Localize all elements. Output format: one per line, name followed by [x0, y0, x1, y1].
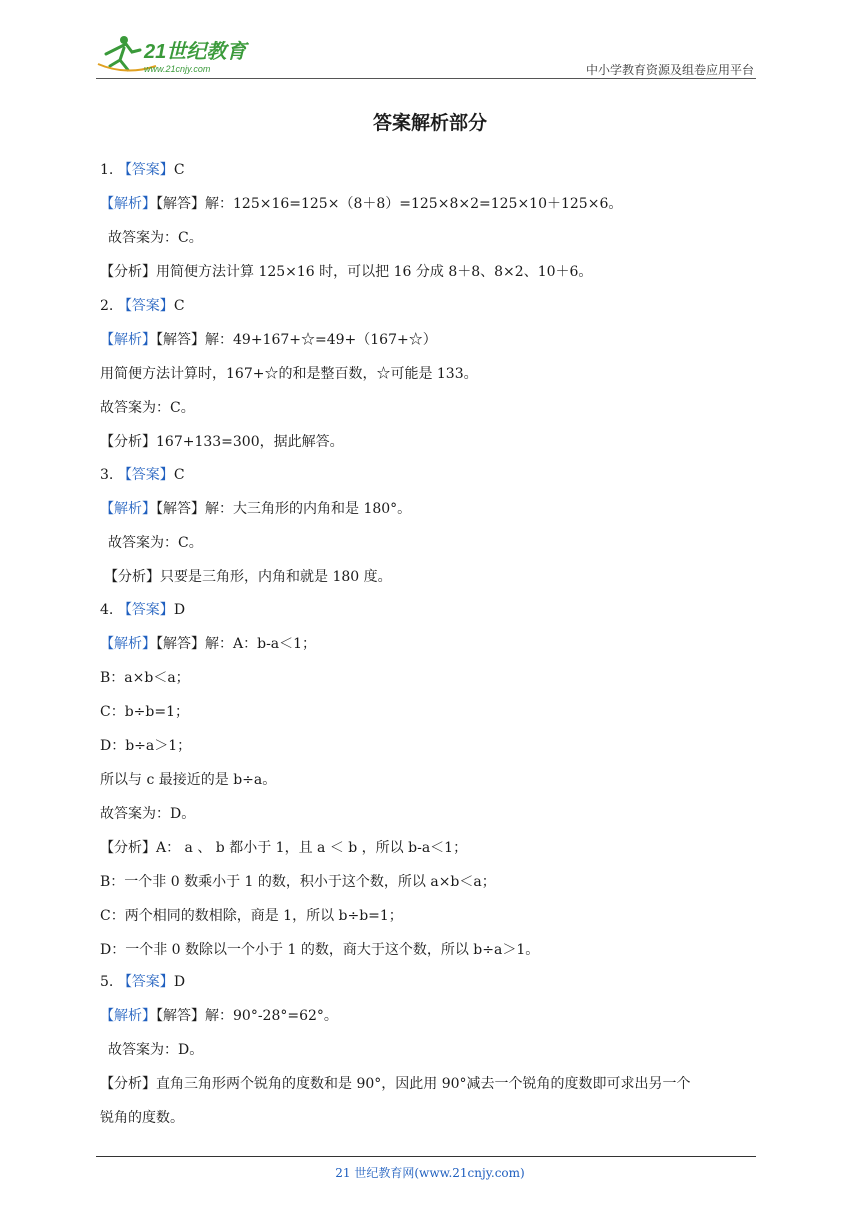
analysis-tag: 【解析】: [100, 1008, 156, 1024]
line-text: 解：90°-28°=62°。: [205, 1008, 338, 1024]
answer-value: C: [173, 298, 185, 314]
text-line: [100, 702, 189, 722]
text-line: [100, 668, 190, 688]
line-text: B：a×b＜a；: [100, 670, 190, 686]
text-line: [100, 940, 539, 960]
analysis-tag: 【解析】: [100, 332, 156, 348]
text-line: [100, 1074, 691, 1094]
site-logo: [96, 30, 256, 78]
page-title: 答案解析部分: [372, 112, 487, 134]
text-line: [100, 736, 191, 756]
footer-divider: [96, 1156, 756, 1157]
platform-name: 中小学教育资源及组卷应用平台: [585, 63, 754, 77]
question-answer-line: [100, 972, 185, 992]
answer-tag: 【答案】: [117, 162, 174, 178]
line-text: 直角三角形两个锐角的度数和是 90°，因此用 90°减去一个锐角的度数即可求出另一个: [156, 1076, 691, 1092]
answer-value: D: [173, 602, 186, 618]
reasoning-tag: 【分析】: [100, 434, 156, 450]
text-line: [108, 533, 203, 553]
question-answer-line: [100, 465, 185, 485]
line-text: A： a 、 b 都小于 1，且 a ＜ b ，所以 b-a＜1；: [156, 840, 468, 856]
answer-tag: 【答案】: [117, 602, 174, 618]
question-answer-line: [100, 296, 185, 316]
text-line: [100, 262, 592, 282]
text-line: [100, 634, 316, 654]
logo-url-text: www.21cnjy.com: [144, 64, 211, 74]
answer-tag: 【答案】: [117, 298, 174, 314]
line-text: 故答案为：C。: [100, 400, 195, 416]
question-answer-line: [100, 160, 185, 180]
line-text: 167+133=300，据此解答。: [156, 434, 344, 450]
line-text: D：b÷a＞1；: [100, 738, 192, 754]
text-line: [104, 567, 392, 587]
text-line: [100, 1108, 184, 1128]
text-line: [100, 906, 403, 926]
line-text: 故答案为：D。: [100, 806, 196, 822]
reasoning-tag: 【分析】: [104, 569, 160, 585]
line-text: C：两个相同的数相除，商是 1，所以 b÷b=1；: [100, 908, 403, 924]
line-text: 用简便方法计算时，167+☆的和是整百数，☆可能是 133。: [100, 366, 478, 382]
question-number: 4.: [100, 602, 118, 618]
line-text: 只要是三角形，内角和就是 180 度。: [160, 569, 392, 585]
logo-main-text: 21世纪教育: [144, 41, 247, 63]
text-line: [100, 398, 195, 418]
line-text: 故答案为：D。: [108, 1042, 204, 1058]
solution-tag: 【解答】: [156, 501, 205, 517]
text-line: [100, 1006, 338, 1026]
reasoning-tag: 【分析】: [100, 840, 156, 856]
question-number: 1.: [100, 162, 118, 178]
line-text: 锐角的度数。: [100, 1110, 184, 1126]
answer-value: C: [173, 467, 185, 483]
answer-value: D: [173, 974, 186, 990]
text-line: [100, 499, 411, 519]
text-line: [100, 872, 496, 892]
answer-tag: 【答案】: [117, 467, 174, 483]
line-text: 解：49+167+☆=49+（167+☆）: [205, 332, 437, 348]
solution-tag: 【解答】: [156, 636, 205, 652]
text-line: [100, 364, 478, 384]
page-footer: 21 世纪教育网(www.21cnjy.com): [335, 1166, 525, 1180]
line-text: 解：125×16=125×（8＋8）=125×8×2=125×10＋125×6。: [205, 196, 623, 212]
question-number: 5.: [100, 974, 118, 990]
text-line: [100, 194, 622, 214]
solution-tag: 【解答】: [156, 196, 205, 212]
analysis-tag: 【解析】: [100, 501, 156, 517]
text-line: [108, 228, 203, 248]
text-line: [100, 804, 195, 824]
line-text: 故答案为：C。: [108, 230, 203, 246]
page-header: [96, 28, 756, 80]
reasoning-tag: 【分析】: [100, 1076, 156, 1092]
line-text: 解：A：b-a＜1；: [205, 636, 317, 652]
line-text: 故答案为：C。: [108, 535, 203, 551]
reasoning-tag: 【分析】: [100, 264, 156, 280]
question-number: 2.: [100, 298, 118, 314]
answer-value: C: [173, 162, 185, 178]
line-text: 所以与 c 最接近的是 b÷a。: [100, 772, 277, 788]
line-text: 解：大三角形的内角和是 180°。: [205, 501, 412, 517]
line-text: C：b÷b=1；: [100, 704, 190, 720]
answer-tag: 【答案】: [117, 974, 174, 990]
question-answer-line: [100, 600, 185, 620]
analysis-tag: 【解析】: [100, 196, 156, 212]
line-text: B：一个非 0 数乘小于 1 的数，积小于这个数，所以 a×b＜a；: [100, 874, 496, 890]
text-line: [100, 432, 344, 452]
text-line: [108, 1040, 203, 1060]
line-text: D：一个非 0 数除以一个小于 1 的数，商大于这个数，所以 b÷a＞1。: [100, 942, 540, 958]
question-number: 3.: [100, 467, 118, 483]
solution-tag: 【解答】: [156, 332, 205, 348]
text-line: [100, 770, 276, 790]
text-line: [100, 838, 467, 858]
analysis-tag: 【解析】: [100, 636, 156, 652]
line-text: 用简便方法计算 125×16 时，可以把 16 分成 8＋8、8×2、10＋6。: [156, 264, 593, 280]
header-divider: [96, 78, 756, 79]
text-line: [100, 330, 437, 350]
solution-tag: 【解答】: [156, 1008, 205, 1024]
